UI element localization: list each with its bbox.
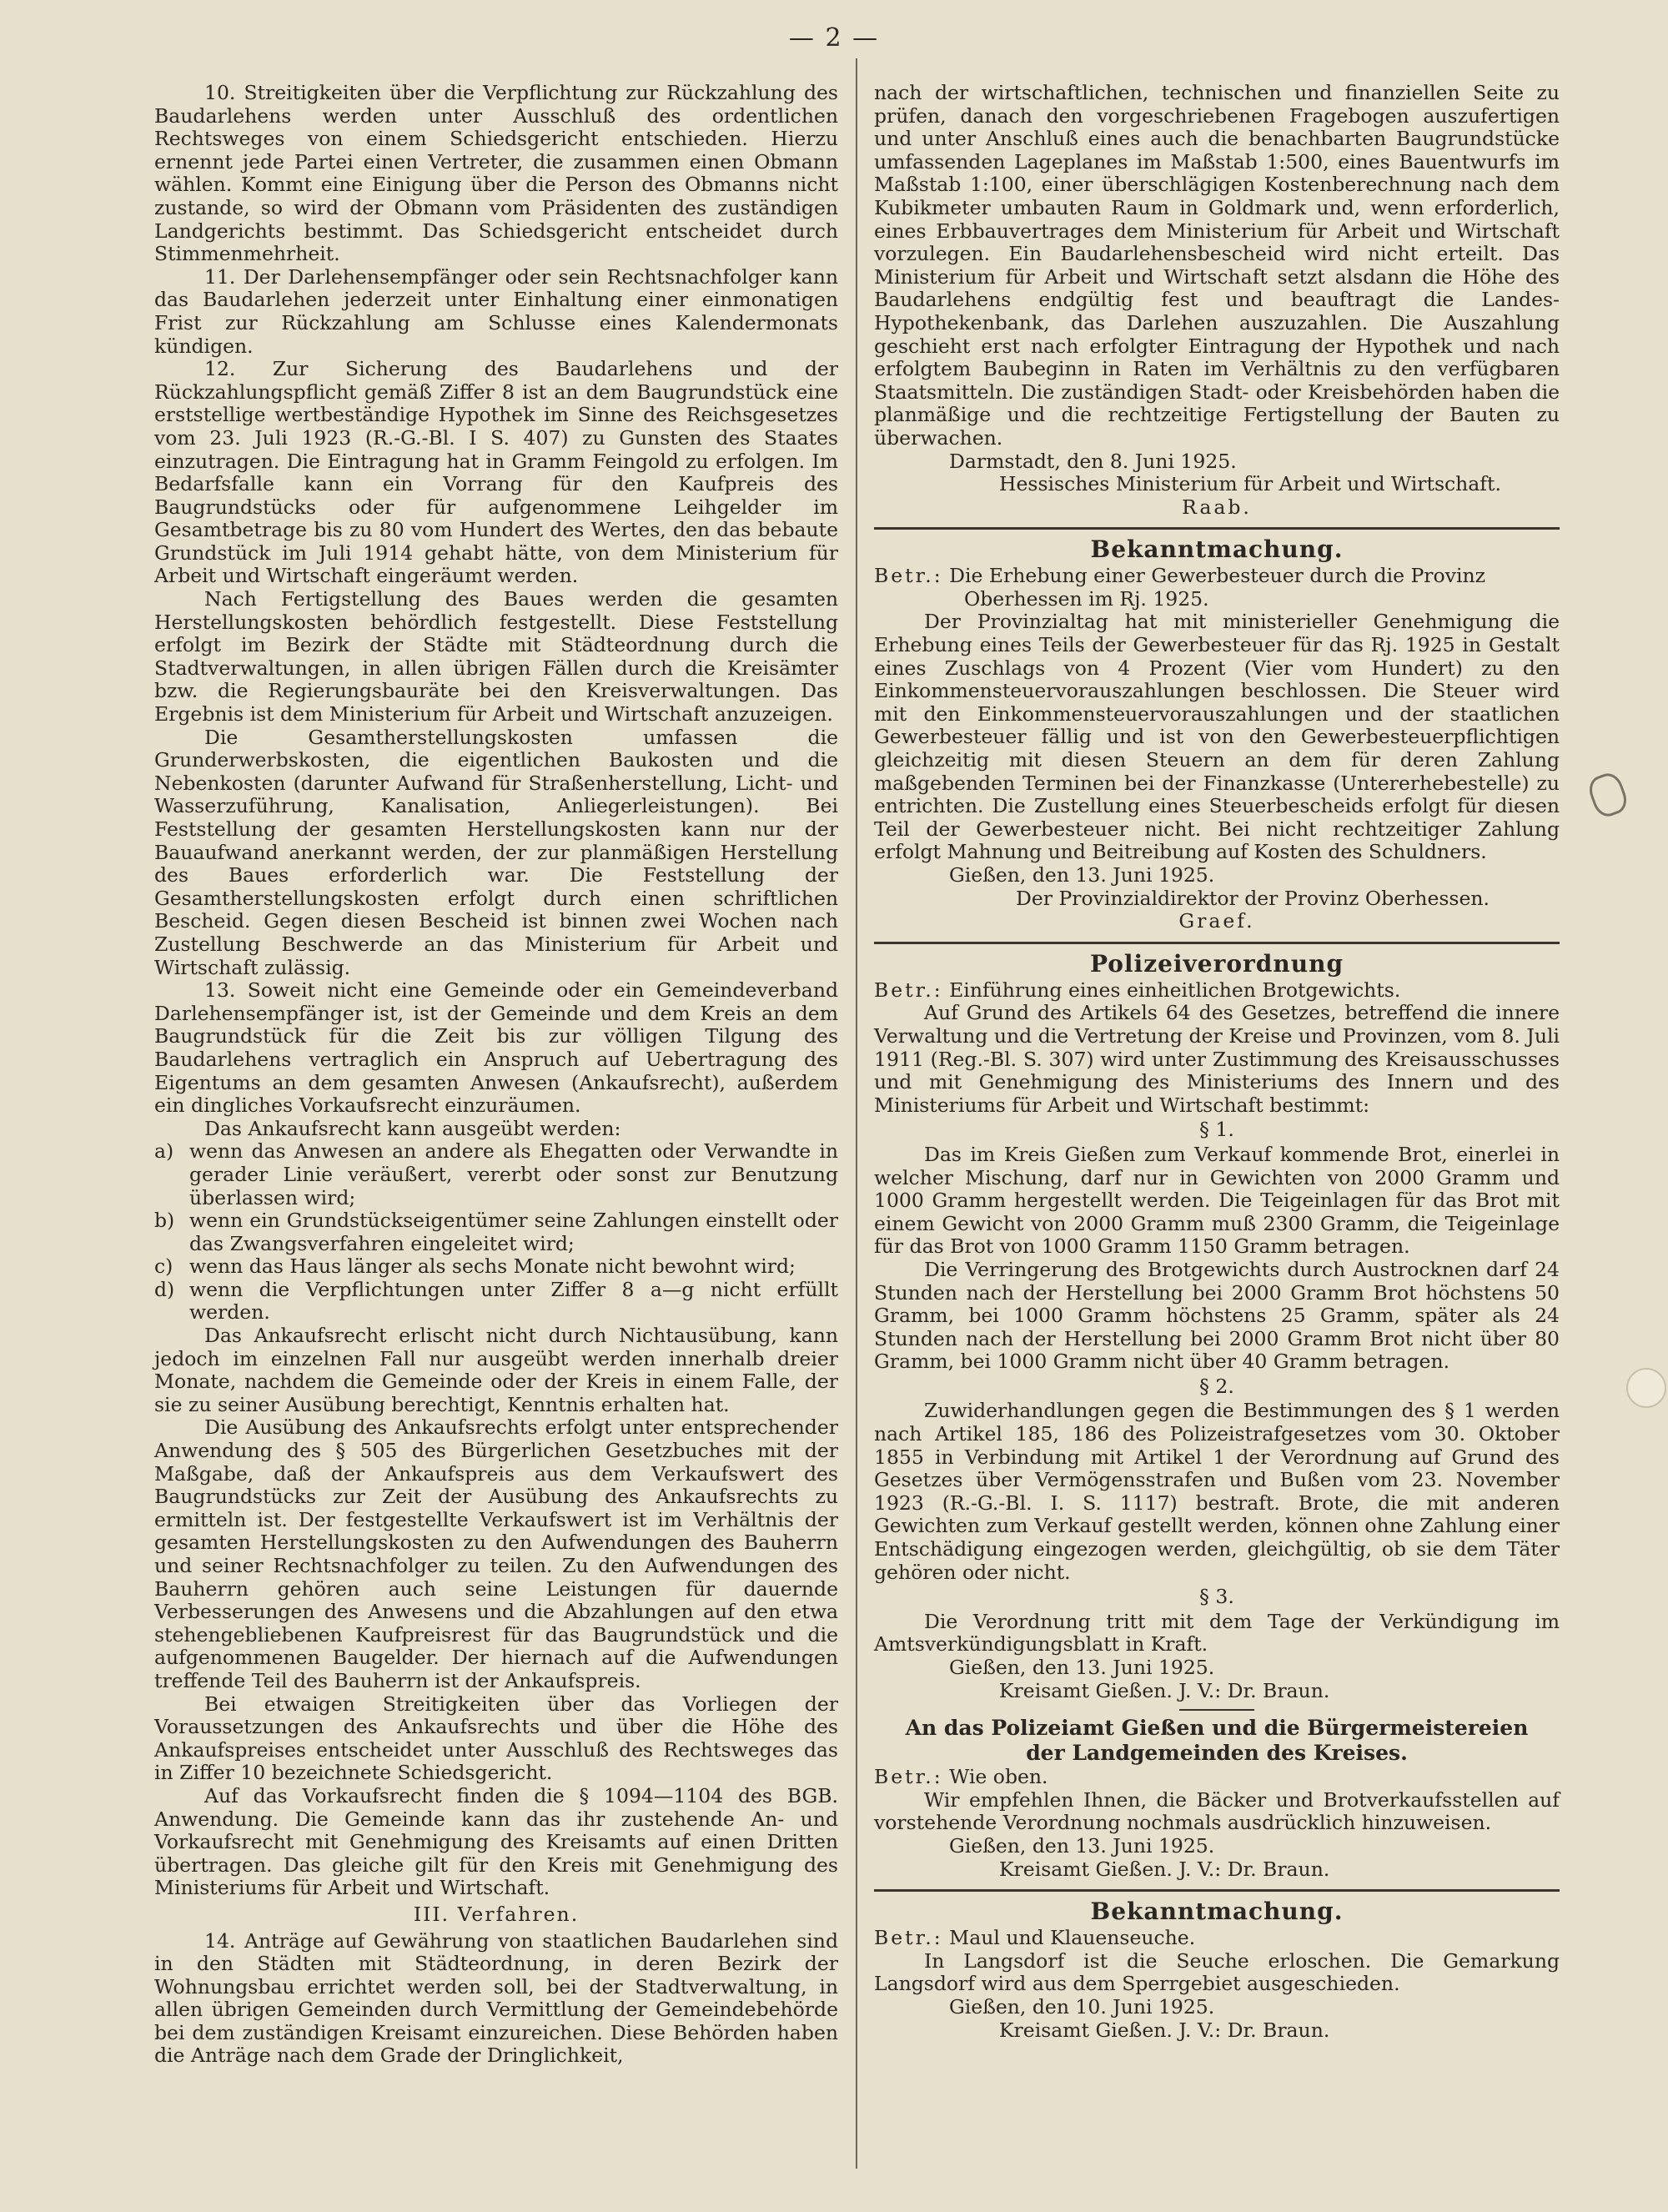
subject-text: Maul und Klauenseuche. [949, 1926, 1196, 1950]
list-marker: c) [154, 1254, 173, 1279]
list-text: wenn die Verpflichtungen unter Ziffer 8 a—g nicht erfüllt werden. [189, 1277, 838, 1325]
paragraph-13-preemption: Auf das Vorkaufsrecht finden die § 1094—1104 des BGB. Anwendung. Die Gemeinde kann das ihr zustehende An- und Vorkaufsrecht mit Genehmigung des Kreisamts auf einen Dritten übertragen. Das gleiche gilt für den Kreis mit Genehmigung des Ministeriums für Arbeit und Wirtschaft. [154, 1783, 838, 1900]
paragraph-13-lapse: Das Ankaufsrecht erlischt nicht durch Nichtausübung, kann jedoch im einzelnen Fall nur ausgeübt werden innerhalb dreier Monate, nachdem die Gemeinde oder der Kreis in einem Falle, der sie zu seiner Ausübung berechtigt, Kenntnis erhalten hat. [154, 1324, 838, 1416]
short-divider [1179, 1709, 1254, 1711]
signature-name: Kreisamt Gießen. J. V.: Dr. Braun. [999, 1857, 1330, 1881]
section-text: Die Verringerung des Brotgewichts durch Austrocknen darf 24 Stunden nach der Herstellung bei 2000 Gramm Brot höchstens 50 Gramm, bei 1000 Gramm höchstens 25 Gramm, später als 24 Stunden nach der Herstellung bei 2000 Gramm Brot nicht über 80 Gramm, bei 1000 Gramm nicht über 40 Gramm betragen. [874, 1257, 1560, 1374]
signature-name: Kreisamt Gießen. J. V.: Dr. Braun. [999, 2018, 1330, 2042]
article-body: In Langsdorf ist die Seuche erloschen. Die Gemarkung Langsdorf wird aus dem Sperrgebiet ausgeschieden. [874, 1948, 1560, 1996]
section-text: Die Verordnung tritt mit dem Tage der Verkündigung im Amtsverkündigungsblatt in Kraft. [874, 1609, 1560, 1656]
signature-name: Graef. [1178, 909, 1255, 933]
list-marker: a) [154, 1139, 174, 1164]
list-text: wenn das Haus länger als sechs Monate nicht bewohnt wird; [189, 1254, 796, 1279]
article-body: Wir empfehlen Ihnen, die Bäcker und Brotverkaufsstellen auf vorstehende Verordnung nochmals ausdrücklich hinzuweisen. [874, 1787, 1560, 1835]
article-title: An das Polizeiamt Gießen und die Bürgermeistereien der Landgemeinden des Kreises. [905, 1716, 1529, 1766]
list-item [154, 1140, 838, 1209]
subject-text: Die Erhebung einer Gewerbesteuer durch die Provinz [949, 564, 1485, 588]
article-intro: Auf Grund des Artikels 64 des Gesetzes, betreffend die innere Verwaltung und die Vertretung der Kreise und Provinzen, vom 8. Juli 1911 (Reg.-Bl. S. 307) wird unter Zustimmung des Kreisausschusses und mit Genehmigung des Ministeriums des Innern und des Ministeriums für Arbeit und Wirtschaft bestimmt: [874, 1001, 1560, 1117]
signature-organization: Der Provinzialdirektor der Provinz Oberhessen. [1016, 886, 1490, 910]
signature-name: Kreisamt Gießen. J. V.: Dr. Braun. [999, 1678, 1330, 1702]
section-heading-verfahren: III. Verfahren. [413, 1902, 580, 1926]
list-item [154, 1209, 838, 1255]
list-marker: b) [154, 1209, 175, 1233]
signature-organization: Hessisches Ministerium für Arbeit und Wirtschaft. [999, 472, 1501, 496]
signature-place-date: Gießen, den 13. Juni 1925. [949, 1656, 1215, 1679]
section-text: Das im Kreis Gießen zum Verkauf kommende Brot, einerlei in welcher Mischung, darf nur in Gewichten von 2000 Gramm und 1000 Gramm hergestellt werden. Die Teigeinlagen für das Brot mit einem Gewicht von 2000 Gramm muß 2300 Gramm, die Teigeinlage für das Brot von 1000 Gramm 1150 Gramm betragen. [874, 1142, 1560, 1259]
signature-name: Raab. [1182, 495, 1252, 519]
article-subject-continued: Oberhessen im Rj. 1925. [964, 586, 1209, 611]
article-subject [874, 565, 1560, 588]
column-divider [856, 58, 857, 2169]
paragraph-10: 10. Streitigkeiten über die Verpflichtung zur Rückzahlung des Baudarlehens werden unter Ausschluß des ordentlichen Rechtsweges von einem Schiedsgericht entschieden. Hierzu ernennt jede Partei einen Vertreter, die zusammen einen Obmann wählen. Kommt eine Einigung über die Person des Obmanns nicht zustande, so wird der Obmann vom Präsidenten des zuständigen Landgerichts bestimmt. Das Schiedsgericht entscheidet durch Stimmenmehrheit. [154, 81, 838, 266]
list-marker: d) [154, 1277, 175, 1301]
signature-place-date: Darmstadt, den 8. Juni 1925. [949, 449, 1237, 473]
article-subject [874, 1766, 1560, 1789]
paragraph-13-exercise: Die Ausübung des Ankaufsrechts erfolgt unter entsprechender Anwendung des § 505 des Bürgerlichen Gesetzbuches mit der Maßgabe, daß der Ankaufspreis aus dem Verkaufswert des Baugrundstücks zur Zeit der Ausübung des Ankaufsrechts zu ermitteln ist. Der festgestellte Verkaufswert ist im Verhältnis der gesamten Herstellungskosten zu den Aufwendungen des Bauherrn und seiner Rechtsnachfolger zu teilen. Zu den Aufwendungen des Bauherrn gehören auch seine Leistungen für dauernde Verbesserungen des Anwesens und die Abzahlungen auf den etwa stehengebliebenen Kaufpreisrest für das Baugrundstück und die aufgenommenen Baugelder. Der hiernach auf die Aufwendungen treffende Teil des Bauherrn ist der Ankaufspreis. [154, 1415, 838, 1692]
subject-label: Betr.: [874, 1926, 943, 1950]
article-divider [874, 942, 1560, 944]
page-number: — 2 — [788, 23, 880, 53]
paragraph-12-costs: Nach Fertigstellung des Baues werden die gesamten Herstellungskosten behördlich festgestellt. Diese Feststellung erfolgt im Bezirk der Städte mit Städteordnung durch die Stadtverwaltungen, in allen übrigen Fällen durch die Kreisämter bzw. die Regierungsbauräte bei den Kreisverwaltungen. Das Ergebnis ist dem Ministerium für Arbeit und Wirtschaft anzuzeigen. [154, 587, 838, 726]
article-divider [874, 1889, 1560, 1892]
section-text: Zuwiderhandlungen gegen die Bestimmungen des § 1 werden nach Artikel 185, 186 des Polizeistrafgesetzes vom 30. Oktober 1855 in Verbindung mit Artikel 1 der Verordnung auf Grund des Gesetzes über Vermögensstrafen und Bußen vom 23. November 1923 (R.-G.-Bl. I. S. 1117) bestraft. Brote, die mit anderen Gewichten zum Verkauf gestellt werden, können ohne Zahlung einer Entschädigung eingezogen werden, gleichgültig, ob sie dem Täter gehören oder nicht. [874, 1399, 1560, 1584]
section-number: § 2. [1199, 1374, 1234, 1398]
subject-label: Betr.: [874, 564, 943, 588]
subject-label: Betr.: [874, 978, 943, 1002]
paragraph-12-total-costs: Die Gesamtherstellungskosten umfassen die Grunderwerbskosten, die eigentlichen Baukosten und die Nebenkosten (darunter Aufwand für Straßenherstellung, Licht- und Wasserzuführung, Kanalisation, Anliegerleistungen). Bei Feststellung der gesamten Herstellungskosten kann nur der Bauaufwand anerkannt werden, der zur planmäßigen Herstellung des Baues erforderlich war. Die Feststellung der Gesamtherstellungskosten erfolgt durch einen schriftlichen Bescheid. Gegen diesen Bescheid ist binnen zwei Wochen nach Zustellung Beschwerde an das Ministerium für Arbeit und Wirtschaft zulässig. [154, 725, 838, 979]
list-text: wenn ein Grundstückseigentümer seine Zahlungen einstellt oder das Zwangsverfahren eingeleitet wird; [189, 1209, 838, 1255]
list-item [154, 1255, 838, 1279]
left-column [154, 82, 838, 2068]
paragraph-14: 14. Anträge auf Gewährung von staatlichen Baudarlehen sind in den Städten mit Städteordnung, in deren Bezirk der Wohnungsbau errichtet werden soll, bei der Stadtverwaltung, in allen übrigen Gemeinden durch Vermittlung der Gemeindebehörde bei dem zuständigen Kreisamt einzureichen. Diese Behörden haben die Anträge nach dem Grade der Dringlichkeit, [154, 1928, 838, 2068]
article-title: Bekanntmachung. [1090, 1898, 1344, 1926]
paragraph-13: 13. Soweit nicht eine Gemeinde oder ein Gemeindeverband Darlehensempfänger ist, ist der Gemeinde und dem Kreis an dem Baugrundstück für die Zeit bis zur völligen Tilgung des Baudarlehens vertraglich ein Anspruch auf Uebertragung des Eigentums an dem gesamten Anwesen (Ankaufsrecht), außerdem ein dingliches Vorkaufsrecht einzuräumen. [154, 978, 838, 1118]
paragraph-12: 12. Zur Sicherung des Baudarlehens und der Rückzahlungspflicht gemäß Ziffer 8 ist an dem Baugrundstück eine erststellige wertbeständige Hypothek im Sinne des Reichsgesetzes vom 23. Juli 1923 (R.-G.-Bl. I S. 407) zu Gunsten des Staates einzutragen. Die Eintragung hat in Gramm Feingold zu erfolgen. Im Bedarfsfalle kann ein Vorrang für den Kaufpreis des Baugrundstücks oder für aufgenommene Leihgelder im Gesamtbetrage bis zu 80 vom Hundert des Wertes, den das bebaute Grundstück im Juli 1914 gehabt hätte, von dem Ministerium für Arbeit und Wirtschaft eingeräumt werden. [154, 357, 838, 588]
subject-text: Einführung eines einheitlichen Brotgewichts. [949, 978, 1401, 1002]
signature-place-date: Gießen, den 13. Juni 1925. [949, 863, 1215, 887]
section-number: § 1. [1199, 1118, 1234, 1142]
paragraph-14-continued: nach der wirtschaftlichen, technischen und finanziellen Seite zu prüfen, danach den vorgeschriebenen Fragebogen auszufertigen und unter Anschluß eines auch die benachbarten Baugrundstücke umfassenden Lageplanes im Maßstab 1:500, eines Bauentwurfs im Maßstab 1:100, einer überschlägigen Kostenberechnung nach dem Kubikmeter umbauten Raum in Goldmark und, wenn erforderlich, eines Erbbauvertrages dem Ministerium für Arbeit und Wirtschaft vorzulegen. Ein Baudarlehensbescheid wird nicht erteilt. Das Ministerium für Arbeit und Wirtschaft setzt alsdann die Höhe des Baudarlehens endgültig fest und beauftragt die Landes-Hypothekenbank, das Darlehen auszuzahlen. Die Auszahlung geschieht erst nach erfolgter Eintragung der Hypothek und nach erfolgtem Baubeginn in Raten im Verhältnis zu den verfügbaren Staatsmitteln. Die zuständigen Stadt- oder Kreisbehörden haben die planmäßige und die rechtzeitige Fertigstellung der Bauten zu überwachen. [874, 81, 1560, 450]
article-body: Der Provinzialtag hat mit ministerieller Genehmigung die Erhebung eines Teils der Gewerbesteuer für das Rj. 1925 in Gestalt eines Zuschlags von 4 Prozent (Vier vom Hundert) zu den Einkommensteuervorauszahlungen beschlossen. Die Steuer wird mit den Einkommensteuervorauszahlungen und der staatlichen Gewerbesteuer fällig und ist von den Gewerbesteuerpflichtigen gleichzeitig mit diesen Steuern an dem für deren Zahlung maßgebenden Terminen bei der Finanzkasse (Untererhebestelle) zu entrichten. Die Zustellung eines Steuerbescheids erfolgt für diesen Teil der Gewerbesteuer nicht. Bei nicht rechtzeitiger Zahlung erfolgt Mahnung und Beitreibung auf Kosten des Schuldners. [874, 610, 1560, 864]
list-text: wenn das Anwesen an andere als Ehegatten oder Verwandte in gerader Linie veräußert, vererbt oder sonst zur Benutzung überlassen wird; [189, 1139, 838, 1209]
subject-label: Betr.: [874, 1765, 943, 1789]
signature-place-date: Gießen, den 13. Juni 1925. [949, 1833, 1215, 1858]
paragraph-13-intro: Das Ankaufsrecht kann ausgeübt werden: [204, 1116, 621, 1140]
subject-text: Wie oben. [949, 1765, 1048, 1789]
signature-place-date: Gießen, den 10. Juni 1925. [949, 1994, 1215, 2018]
article-subject [874, 1927, 1560, 1950]
article-subject [874, 979, 1560, 1003]
section-number: § 3. [1199, 1585, 1234, 1609]
article-divider [874, 527, 1560, 530]
margin-stamp-mark [1585, 770, 1631, 821]
article-title: Bekanntmachung. [1090, 535, 1344, 564]
right-column [874, 82, 1560, 2042]
list-item [154, 1279, 838, 1325]
article-title: Polizeiverordnung [1089, 949, 1344, 978]
paragraph-13-disputes: Bei etwaigen Streitigkeiten über das Vorliegen der Voraussetzungen des Ankaufsrechts und über die Höhe des Ankaufspreises entscheidet unter Ausschluß des Rechtsweges das in Ziffer 10 bezeichnete Schiedsgericht. [154, 1692, 838, 1785]
punch-hole [1626, 1368, 1666, 1408]
paragraph-11: 11. Der Darlehensempfänger oder sein Rechtsnachfolger kann das Baudarlehen jederzeit unter Einhaltung einer einmonatigen Frist zur Rückzahlung am Schlusse eines Kalendermonats kündigen. [154, 264, 838, 358]
